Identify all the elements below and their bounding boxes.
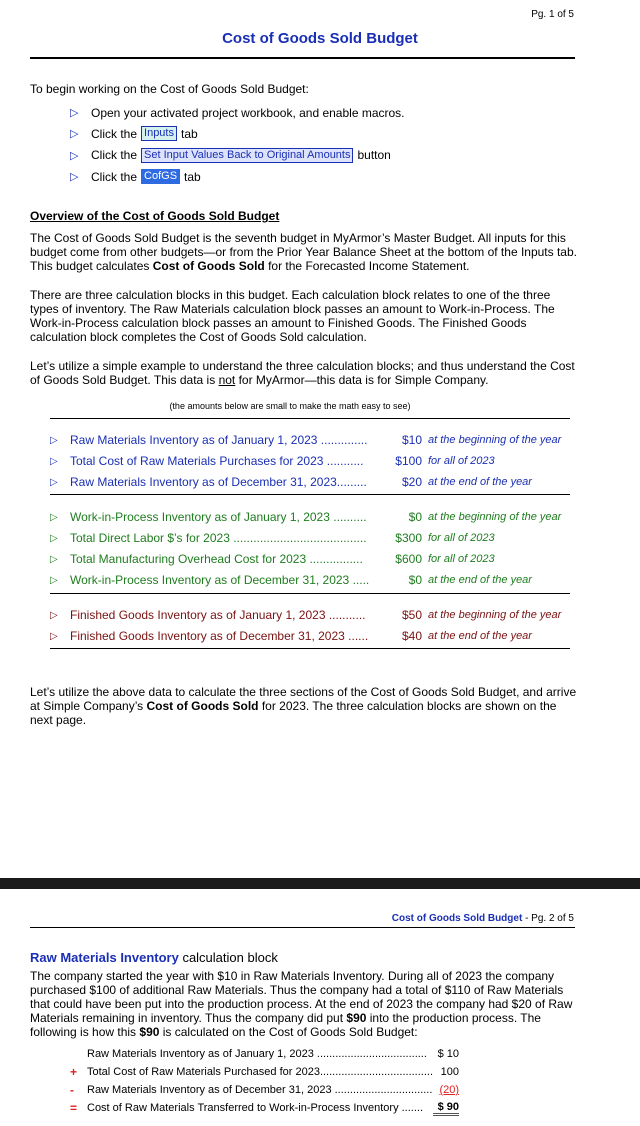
row-note: for all of 2023: [428, 455, 495, 467]
raw-materials-row: [50, 473, 575, 491]
row-amount: $50: [401, 608, 422, 622]
row-amount: $300: [395, 531, 422, 545]
step-text-after: tab: [180, 126, 198, 141]
finished-goods-row: [50, 606, 575, 624]
row-amount: $0: [408, 510, 422, 524]
step-text: Click the: [91, 148, 138, 163]
triangle-icon: ▷: [50, 630, 58, 642]
text-run-bold: $90: [346, 1011, 367, 1025]
triangle-icon: ▷: [50, 574, 58, 586]
calc-total-value: $ 90: [433, 1101, 459, 1116]
row-note: at the end of the year: [428, 630, 532, 642]
text-run: The Cost of Goods Sold Budget is the seventh budget in MyArmor’s Master Budget. All inputs for this budget come from other budgets—or from the Prior Year Balance Sheet at the bottom of the Inputs tab. This budget calculates: [30, 231, 577, 273]
step-text: Click the: [91, 169, 138, 184]
section-heading: [30, 950, 278, 965]
triangle-icon: ▷: [50, 532, 58, 544]
triangle-icon: ▷: [70, 128, 79, 141]
wip-row: [50, 571, 575, 589]
row-note: at the end of the year: [428, 574, 532, 586]
triangle-icon: ▷: [70, 171, 79, 184]
row-label: Total Manufacturing Overhead Cost for 2023 ................: [70, 552, 363, 566]
row-note: at the beginning of the year: [428, 511, 562, 523]
text-run-bold: Cost of Goods Sold: [152, 259, 265, 273]
row-note: at the beginning of the year: [428, 609, 562, 621]
calc-value: $ 10: [437, 1048, 459, 1060]
step-list: [70, 102, 405, 187]
row-label: Finished Goods Inventory as of January 1, 2023 ...........: [70, 608, 366, 622]
closing-paragraph: [30, 685, 580, 727]
overview-paragraph-1: [30, 231, 580, 273]
page-separator: [0, 878, 640, 889]
triangle-icon: ▷: [50, 455, 58, 467]
text-run: for 2023. The three calculation blocks are shown on the next page.: [30, 699, 557, 727]
text-run-underline: not: [218, 373, 236, 387]
row-label: Total Cost of Raw Materials Purchases for 2023 ...........: [70, 454, 364, 468]
row-label: Work-in-Process Inventory as of December 31, 2023 .....: [70, 573, 370, 587]
header-page-number: - Pg. 2 of 5: [522, 913, 574, 924]
calc-label: Total Cost of Raw Materials Purchased for 2023.....................................: [87, 1066, 433, 1078]
inputs-tab-tag[interactable]: Inputs: [141, 126, 177, 141]
table-note: (the amounts below are small to make the math easy to see): [169, 401, 411, 411]
text-run: The company started the year with $10 in Raw Materials Inventory. During all of 2023 the company purchased $100 of additional Raw Materials. Thus the company had a total of $110 of Raw Materials that could have been put into the production process. At the end of 2023 the company had $20 of Raw Materials remaining in inventory. Thus the company did put: [30, 969, 573, 1025]
step-item: [70, 102, 405, 123]
row-label: Total Direct Labor $’s for 2023 ........................................: [70, 531, 367, 545]
row-amount: $600: [395, 552, 422, 566]
row-label: Work-in-Process Inventory as of January 1, 2023 ..........: [70, 510, 367, 524]
calc-row: [70, 1100, 459, 1116]
triangle-icon: ▷: [50, 476, 58, 488]
step-text: Open your activated project workbook, and enable macros.: [91, 105, 405, 120]
page-number: Pg. 1 of 5: [531, 9, 574, 20]
text-run: into the production process. The following is how this: [30, 1011, 541, 1039]
calc-label: Raw Materials Inventory as of January 1, 2023 ....................................: [87, 1048, 427, 1060]
header-title: Cost of Goods Sold Budget: [391, 913, 523, 924]
raw-materials-row: [50, 452, 575, 470]
triangle-icon: ▷: [50, 511, 58, 523]
row-note: at the end of the year: [428, 476, 532, 488]
step-item: [70, 166, 405, 187]
header-rule: [30, 927, 575, 928]
row-amount: $100: [395, 454, 422, 468]
calc-value: (20): [439, 1084, 459, 1096]
section-heading-rest: calculation block: [178, 950, 278, 965]
triangle-icon: ▷: [70, 107, 79, 120]
table-rule: [50, 593, 570, 594]
calc-operator: +: [70, 1065, 78, 1079]
calc-operator: -: [70, 1083, 74, 1097]
triangle-icon: ▷: [50, 434, 58, 446]
table-rule: [50, 418, 570, 419]
row-note: for all of 2023: [428, 532, 495, 544]
step-text-after: button: [357, 148, 391, 163]
wip-row: [50, 529, 575, 547]
table-rule: [50, 494, 570, 495]
intro-text: To begin working on the Cost of Goods Sold Budget:: [30, 82, 309, 96]
row-amount: $10: [401, 433, 422, 447]
page-two: [0, 889, 640, 1126]
text-run: for MyArmor—this data is for Simple Company.: [235, 373, 489, 387]
calc-row: [70, 1064, 459, 1080]
overview-paragraph-2: There are three calculation blocks in this budget. Each calculation block relates to one of the three types of inventory. The Raw Materials calculation block passes an amount to Work-in-Process. The Work-in-Process calculation block passes an amount to Finished Goods. The Finished Goods calculation block completes the Cost of Goods Sold calculation.: [30, 288, 555, 344]
triangle-icon: ▷: [50, 553, 58, 565]
text-run: Let’s utilize a simple example to understand the three calculation blocks; and thus understand the Cost of Goods Sold Budget. This data is: [30, 359, 575, 387]
page-header: [392, 913, 574, 924]
text-run: is calculated on the Cost of Goods Sold Budget:: [159, 1025, 418, 1039]
set-original-amounts-button-tag[interactable]: Set Input Values Back to Original Amounts: [141, 148, 353, 163]
calc-value: 100: [440, 1066, 459, 1078]
calc-label: Cost of Raw Materials Transferred to Work-in-Process Inventory .......: [87, 1102, 424, 1114]
raw-materials-row: [50, 431, 575, 449]
row-note: at the beginning of the year: [428, 434, 562, 446]
row-label: Finished Goods Inventory as of December 31, 2023 ......: [70, 629, 369, 643]
triangle-icon: ▷: [50, 609, 58, 621]
calc-row: [70, 1082, 459, 1098]
text-run-bold: $90: [139, 1025, 160, 1039]
row-amount: $0: [408, 573, 422, 587]
page-title: Cost of Goods Sold Budget: [222, 30, 418, 47]
step-text-after: tab: [184, 169, 201, 184]
wip-row: [50, 550, 575, 568]
calc-row: [70, 1046, 459, 1062]
step-item: [70, 123, 405, 144]
row-label: Raw Materials Inventory as of January 1, 2023 ..............: [70, 433, 368, 447]
section-heading-bold: Raw Materials Inventory: [30, 950, 179, 965]
title-rule: [30, 57, 575, 59]
row-note: for all of 2023: [428, 553, 495, 565]
cofgs-tab-tag[interactable]: CofGS: [141, 169, 180, 184]
calc-operator: =: [70, 1101, 78, 1115]
text-run: Let’s utilize the above data to calculate the three sections of the Cost of Goods Sold Budget, and arrive at Simple Company’s: [30, 685, 577, 713]
step-item: [70, 145, 405, 166]
rmi-paragraph: [30, 969, 585, 1039]
text-run-bold: Cost of Goods Sold: [146, 699, 259, 713]
finished-goods-row: [50, 627, 575, 645]
wip-row: [50, 508, 575, 526]
triangle-icon: ▷: [70, 149, 79, 162]
step-text: Click the: [91, 126, 138, 141]
row-amount: $40: [401, 629, 422, 643]
row-amount: $20: [401, 475, 422, 489]
calc-label: Raw Materials Inventory as of December 31, 2023 ................................: [87, 1084, 433, 1096]
overview-heading: Overview of the Cost of Goods Sold Budget: [30, 209, 280, 223]
overview-paragraph-3: [30, 359, 580, 387]
table-rule: [50, 648, 570, 649]
row-label: Raw Materials Inventory as of December 31, 2023.........: [70, 475, 367, 489]
text-run: for the Forecasted Income Statement.: [264, 259, 470, 273]
